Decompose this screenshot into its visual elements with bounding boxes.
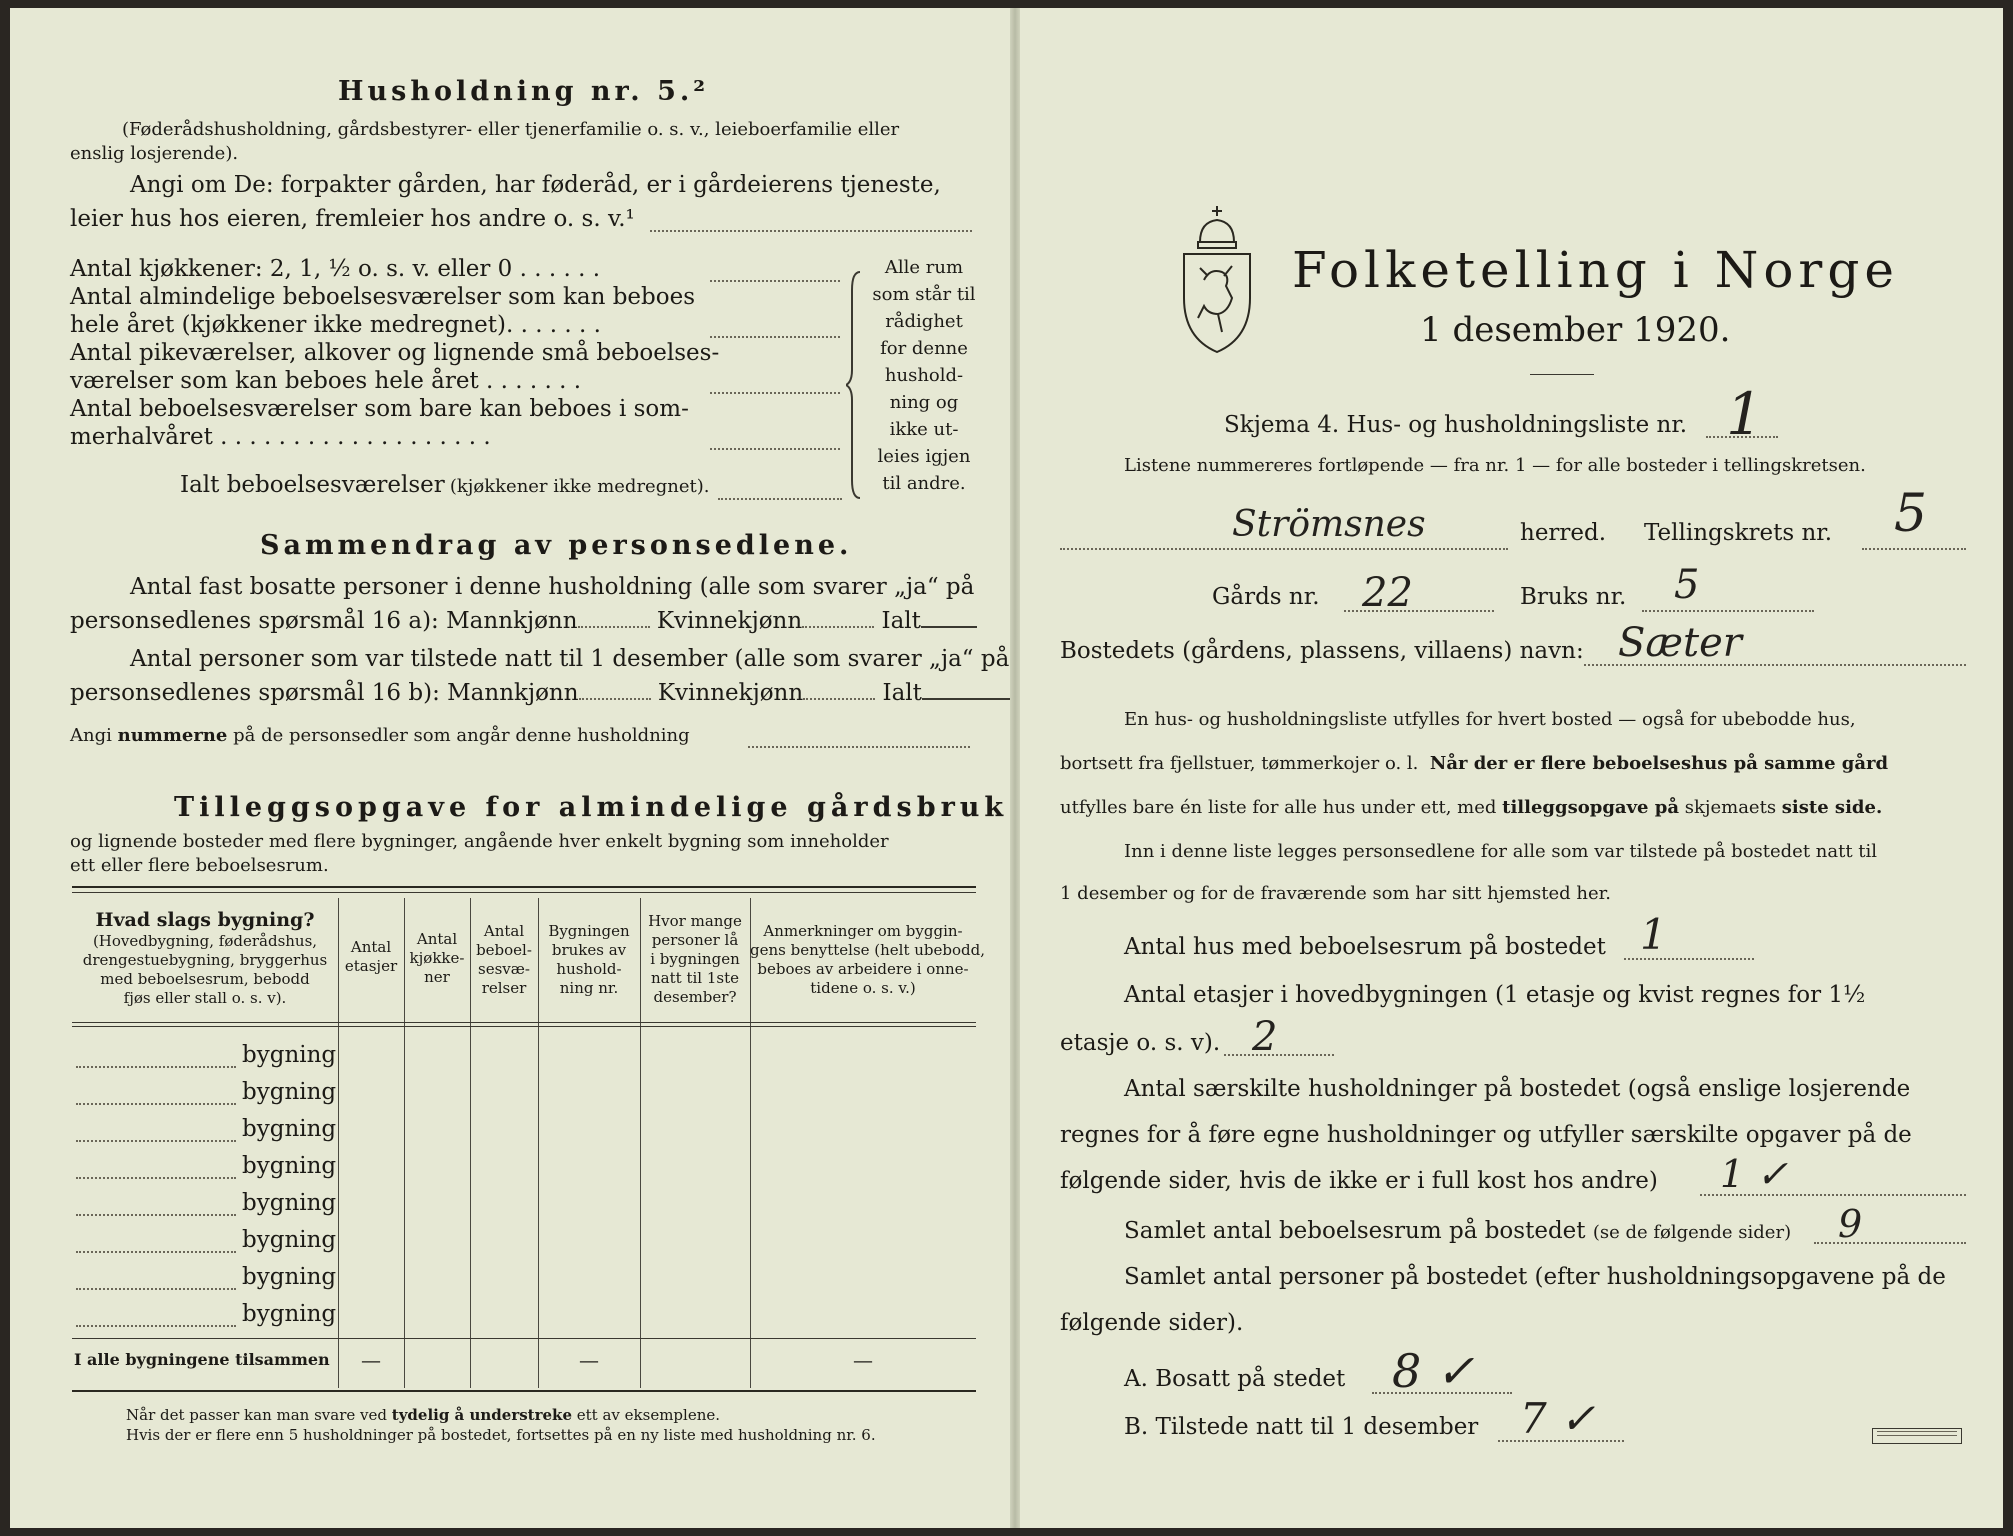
total-rooms-label: Ialt beboelsesværelser (kjøkkener ikke medregnet). <box>180 472 710 498</box>
summary-p1-line1: Antal fast bosatte personer i denne husholdning (alle som svarer „ja“ på <box>130 574 975 600</box>
total-rooms-row: Samlet antal beboelsesrum på bostedet (se de følgende sider) <box>1124 1218 1792 1244</box>
census-form-sheet <box>10 8 2003 1528</box>
building-8-field[interactable] <box>76 1325 236 1327</box>
gards-value[interactable]: 22 <box>1362 570 1413 616</box>
table-top-rule-2 <box>72 892 976 893</box>
resident-male-field[interactable] <box>578 626 650 628</box>
maid-rooms-label-1: Antal pikeværelser, alkover og lignende små beboelses- <box>70 340 720 366</box>
angi-line-1: Angi om De: forpakter gården, har føderåd, er i gårdeierens tjeneste, <box>130 172 941 198</box>
resident-label: A. Bosatt på stedet <box>1124 1366 1346 1392</box>
col-floors-header: Antal etasjer <box>344 938 398 975</box>
households-value[interactable]: 1 ✓ <box>1720 1152 1789 1196</box>
total-rooms-value[interactable]: 9 <box>1838 1202 1863 1246</box>
schema-label: Skjema 4. Hus- og husholdningsliste nr. <box>1224 412 1688 438</box>
resident-female-field[interactable] <box>802 626 874 628</box>
kitchens-label: Antal kjøkkener: 2, 1, ½ o. s. v. eller 0 . . . . . . <box>70 256 601 282</box>
krets-value[interactable]: 5 <box>1894 484 1928 544</box>
bosted-value[interactable]: Sæter <box>1618 620 1742 666</box>
instruction-3: utfylles bare én liste for alle hus under ett, med tilleggsopgave på skjemaets siste side. <box>1060 797 1883 818</box>
right-page <box>1020 8 2003 1528</box>
brace-icon <box>846 270 866 500</box>
present-total-field[interactable] <box>922 698 1010 700</box>
building-2-field[interactable] <box>76 1103 236 1105</box>
building-6-field[interactable] <box>76 1251 236 1253</box>
building-3-field[interactable] <box>76 1140 236 1142</box>
maid-rooms-label-2: værelser som kan beboes hele året . . . . . . . <box>70 368 582 394</box>
household-subtitle-1: (Føderådshusholdning, gårdsbestyrer- eller tjenerfamilie o. s. v., leieboerfamilie eller <box>122 119 900 140</box>
table-row-building-3: bygning <box>242 1116 337 1142</box>
table-total-label: I alle bygningene tilsammen <box>74 1350 330 1369</box>
ordinary-rooms-label-2: hele året (kjøkkener ikke medregnet). . . . . . . <box>70 312 601 338</box>
printer-stamp <box>1872 1428 1962 1444</box>
summer-rooms-label-1: Antal beboelsesværelser som bare kan beboes i som- <box>70 396 689 422</box>
table-row-building-1: bygning <box>242 1042 337 1068</box>
title-divider <box>1530 374 1594 375</box>
bruks-value[interactable]: 5 <box>1674 562 1700 608</box>
table-row-building-4: bygning <box>242 1153 337 1179</box>
kitchens-answer[interactable] <box>710 280 840 282</box>
col-kitchens-header: Antal kjøkke- ner <box>409 930 465 986</box>
tillegg-sub-2: ett eller flere beboelsesrum. <box>70 855 329 876</box>
page-spine <box>1010 8 1020 1528</box>
gards-label: Gårds nr. <box>1212 584 1320 610</box>
schema-number-value[interactable]: 1 <box>1726 380 1763 448</box>
krets-label: Tellingskrets nr. <box>1644 520 1833 546</box>
total-remarks-dash: — <box>853 1348 873 1372</box>
building-5-field[interactable] <box>76 1214 236 1216</box>
col-persons-header: Hvor mange personer lå i bygningen natt til 1ste desember? <box>648 912 742 1006</box>
present-value[interactable]: 7 ✓ <box>1520 1394 1596 1443</box>
footnote-2: Hvis der er flere enn 5 husholdninger på bostedet, fortsettes på en ny liste med husholdning nr. 6. <box>126 1426 876 1444</box>
summer-rooms-label-2: merhalvåret . . . . . . . . . . . . . . . . . . . <box>70 424 491 450</box>
table-row-building-8: bygning <box>242 1301 337 1327</box>
census-title: Folketelling i Norge <box>1292 241 1899 299</box>
floors-value[interactable]: 2 <box>1252 1014 1278 1060</box>
ordinary-rooms-answer[interactable] <box>710 336 840 338</box>
table-row-building-6: bygning <box>242 1227 337 1253</box>
households-line-3: følgende sider, hvis de ikke er i full kost hos andre) <box>1060 1168 1658 1194</box>
left-page <box>10 8 1010 1528</box>
household-subtitle-2: enslig losjerende). <box>70 143 239 164</box>
building-1-field[interactable] <box>76 1066 236 1068</box>
bruks-label: Bruks nr. <box>1520 584 1627 610</box>
instruction-5: 1 desember og for de fraværende som har sitt hjemsted her. <box>1060 883 1611 904</box>
tillegg-title: Tilleggsopgave for almindelige gårdsbruk <box>174 792 1009 823</box>
angi-numbers: Angi nummerne på de personsedler som angår denne husholdning <box>70 725 690 746</box>
total-floors-dash: — <box>361 1348 381 1372</box>
household-title: Husholdning nr. 5.² <box>338 76 710 107</box>
households-line-1: Antal særskilte husholdninger på bostedet (også enslige losjerende <box>1124 1076 1911 1102</box>
col-rooms-header: Antal beboel- sesvæ- relser <box>476 922 532 997</box>
col-remarks-header: Anmerkninger om byggin- gens benyttelse (helt ubebodd, beboes av arbeidere i onne- tidene o. s. v.) <box>750 922 986 997</box>
summary-p2-line1: Antal personer som var tilstede natt til 1 desember (alle som svarer „ja“ på <box>130 646 1010 672</box>
table-row-building-2: bygning <box>242 1079 337 1105</box>
persons-line-2: følgende sider). <box>1060 1310 1244 1336</box>
resident-value[interactable]: 8 ✓ <box>1392 1344 1475 1398</box>
list-note: Listene nummereres fortløpende — fra nr. 1 — for alle bosteder i tellingskretsen. <box>1124 455 1866 476</box>
present-female-field[interactable] <box>803 698 875 700</box>
present-male-field[interactable] <box>579 698 651 700</box>
footnote-1: Når det passer kan man svare ved tydelig å understreke ett av eksemplene. <box>126 1406 721 1424</box>
summary-p1-line2: personsedlenes spørsmål 16 a): Mannkjønn Kvinnekjønn Ialt <box>70 606 977 636</box>
norway-coat-of-arms-icon <box>1178 202 1256 356</box>
houses-value[interactable]: 1 <box>1640 910 1667 959</box>
instruction-2: bortsett fra fjellstuer, tømmerkojer o. l. Når der er flere beboelseshus på samme gård <box>1060 753 1889 774</box>
side-note: Alle rum som står til rådighet for denne hushold- ning og ikke ut- leies igjen til andre. <box>872 257 976 494</box>
building-7-field[interactable] <box>76 1288 236 1290</box>
total-rooms-answer[interactable] <box>718 498 842 500</box>
angi-answer-line[interactable] <box>650 230 972 232</box>
table-row-building-5: bygning <box>242 1190 337 1216</box>
summer-rooms-answer[interactable] <box>710 448 840 450</box>
col-household-header: Bygningen brukes av hushold- ning nr. <box>548 922 630 997</box>
ordinary-rooms-label-1: Antal almindelige beboelsesværelser som kan beboes <box>70 284 696 310</box>
households-line-2: regnes for å føre egne husholdninger og utfyller særskilte opgaver på de <box>1060 1122 1912 1148</box>
maid-rooms-answer[interactable] <box>710 392 840 394</box>
summary-title: Sammendrag av personsedlene. <box>260 530 853 561</box>
floors-line-2: etasje o. s. v). <box>1060 1030 1221 1056</box>
instruction-1: En hus- og husholdningsliste utfylles for hvert bosted — også for ubebodde hus, <box>1124 709 1856 730</box>
building-table <box>72 898 986 1388</box>
resident-total-field[interactable] <box>921 626 977 628</box>
total-household-dash: — <box>579 1348 599 1372</box>
table-bottom-rule <box>72 1390 976 1392</box>
census-date: 1 desember 1920. <box>1420 310 1731 350</box>
present-label: B. Tilstede natt til 1 desember <box>1124 1414 1479 1440</box>
persons-line-1: Samlet antal personer på bostedet (efter husholdningsopgavene på de <box>1124 1264 1946 1290</box>
instruction-4: Inn i denne liste legges personsedlene for alle som var tilstede på bostedet natt til <box>1124 841 1878 862</box>
herred-value[interactable]: Strömsnes <box>1232 504 1426 545</box>
table-row-building-7: bygning <box>242 1264 337 1290</box>
building-4-field[interactable] <box>76 1177 236 1179</box>
col-building-type-header: Hvad slags bygning? (Hovedbygning, føderådshus, drengestuebygning, bryggerhus med beboelsesrum, bebodd fjøs eller stall o. s. v). <box>82 909 328 1007</box>
bosted-label: Bostedets (gårdens, plassens, villaens) navn: <box>1060 638 1584 664</box>
summary-p2-line2: personsedlenes spørsmål 16 b): Mannkjønn Kvinnekjønn Ialt <box>70 678 1010 708</box>
table-top-rule <box>72 886 976 888</box>
herred-label: herred. <box>1520 520 1607 546</box>
houses-label: Antal hus med beboelsesrum på bostedet <box>1124 934 1606 960</box>
floors-line-1: Antal etasjer i hovedbygningen (1 etasje og kvist regnes for 1½ <box>1124 982 1866 1008</box>
angi-line-2: leier hus hos eieren, fremleier hos andre o. s. v.¹ <box>70 206 635 232</box>
tillegg-sub-1: og lignende bosteder med flere bygninger, angående hver enkelt bygning som inneholder <box>70 831 889 852</box>
angi-numbers-answer[interactable] <box>748 746 970 748</box>
